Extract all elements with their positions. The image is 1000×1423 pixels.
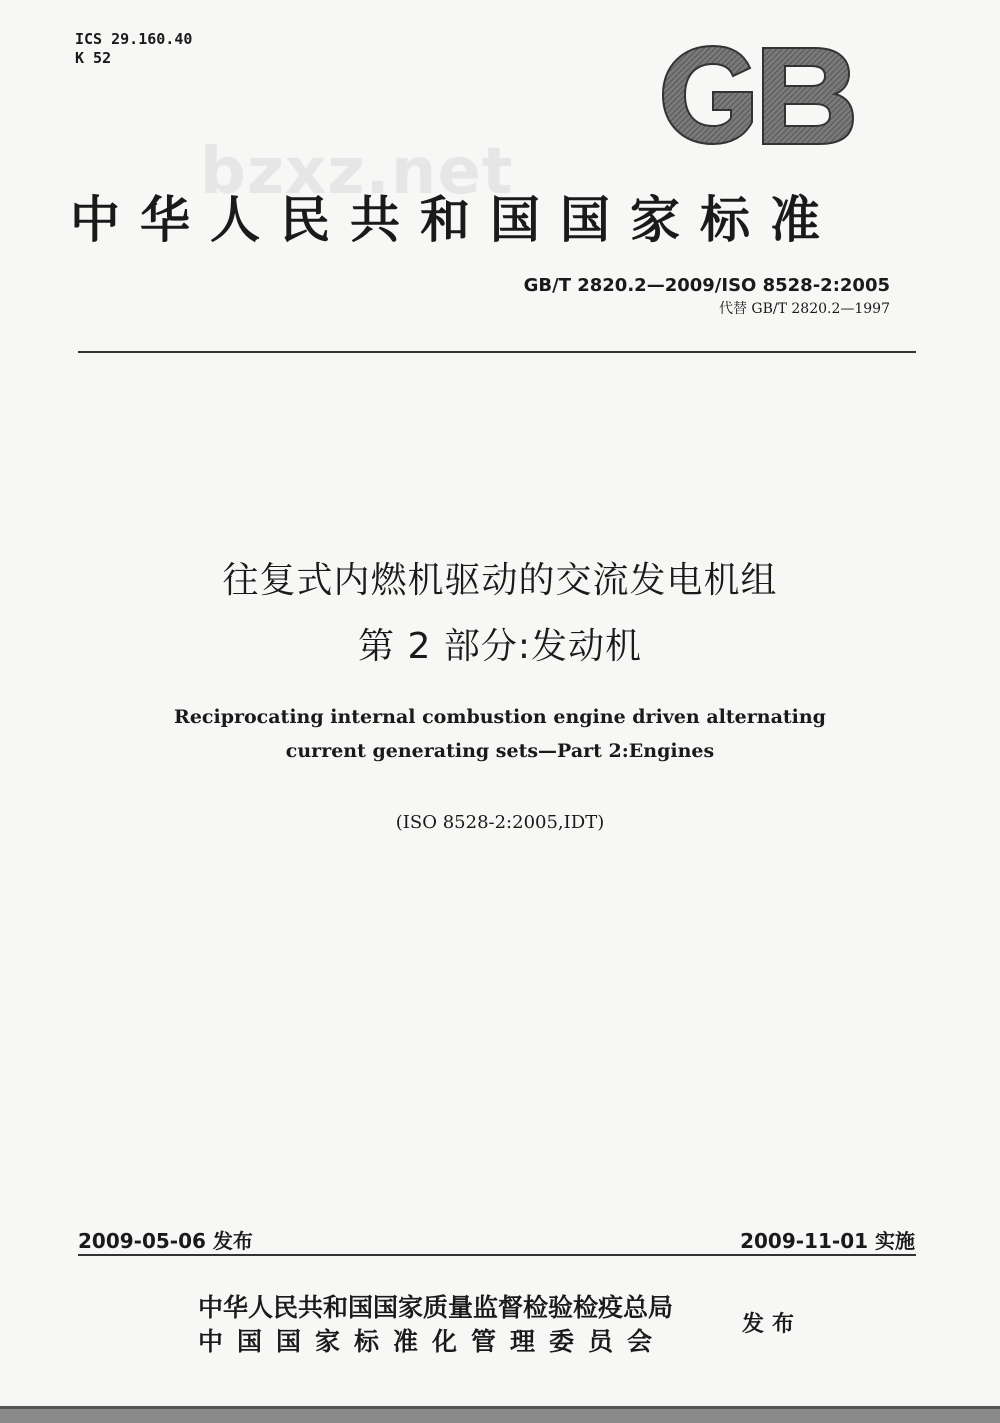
chinese-title-line-2: 第 2 部分:发动机 (358, 626, 642, 667)
issuing-authority-1: 中华人民共和国国家质量监督检验检疫总局 (198, 1293, 674, 1322)
chinese-title-line-1: 往复式内燃机驱动的交流发电机组 (222, 560, 778, 601)
iso-equivalence: (ISO 8528-2:2005,IDT) (395, 812, 605, 833)
classification-codes (75, 30, 192, 68)
implementation-date: 2009-11-01 实施 (740, 1229, 915, 1253)
gb-logo (655, 40, 860, 150)
replaces-standard: 代替 GB/T 2820.2—1997 (718, 301, 890, 317)
english-title-line-2: current generating sets—Part 2:Engines (285, 740, 715, 762)
standard-number: GB/T 2820.2—2009/ISO 8528-2:2005 (523, 275, 890, 296)
issuing-authority-2: 中国国家标准化管理委员会 (198, 1327, 667, 1356)
publish-label: 发布 (742, 1311, 803, 1337)
issue-date: 2009-05-06 发布 (78, 1229, 253, 1253)
top-divider (78, 351, 916, 353)
ics-code: ICS 29.160.40 (75, 30, 193, 48)
ccs-code: K 52 (75, 49, 112, 67)
page-bottom-edge (0, 1406, 1000, 1423)
bottom-divider (78, 1254, 916, 1256)
national-standard-title: 中华人民共和国国家标准 (70, 190, 840, 249)
english-title-line-1: Reciprocating internal combustion engine driven alternating (174, 706, 826, 728)
watermark: bzxz.net (200, 135, 514, 209)
